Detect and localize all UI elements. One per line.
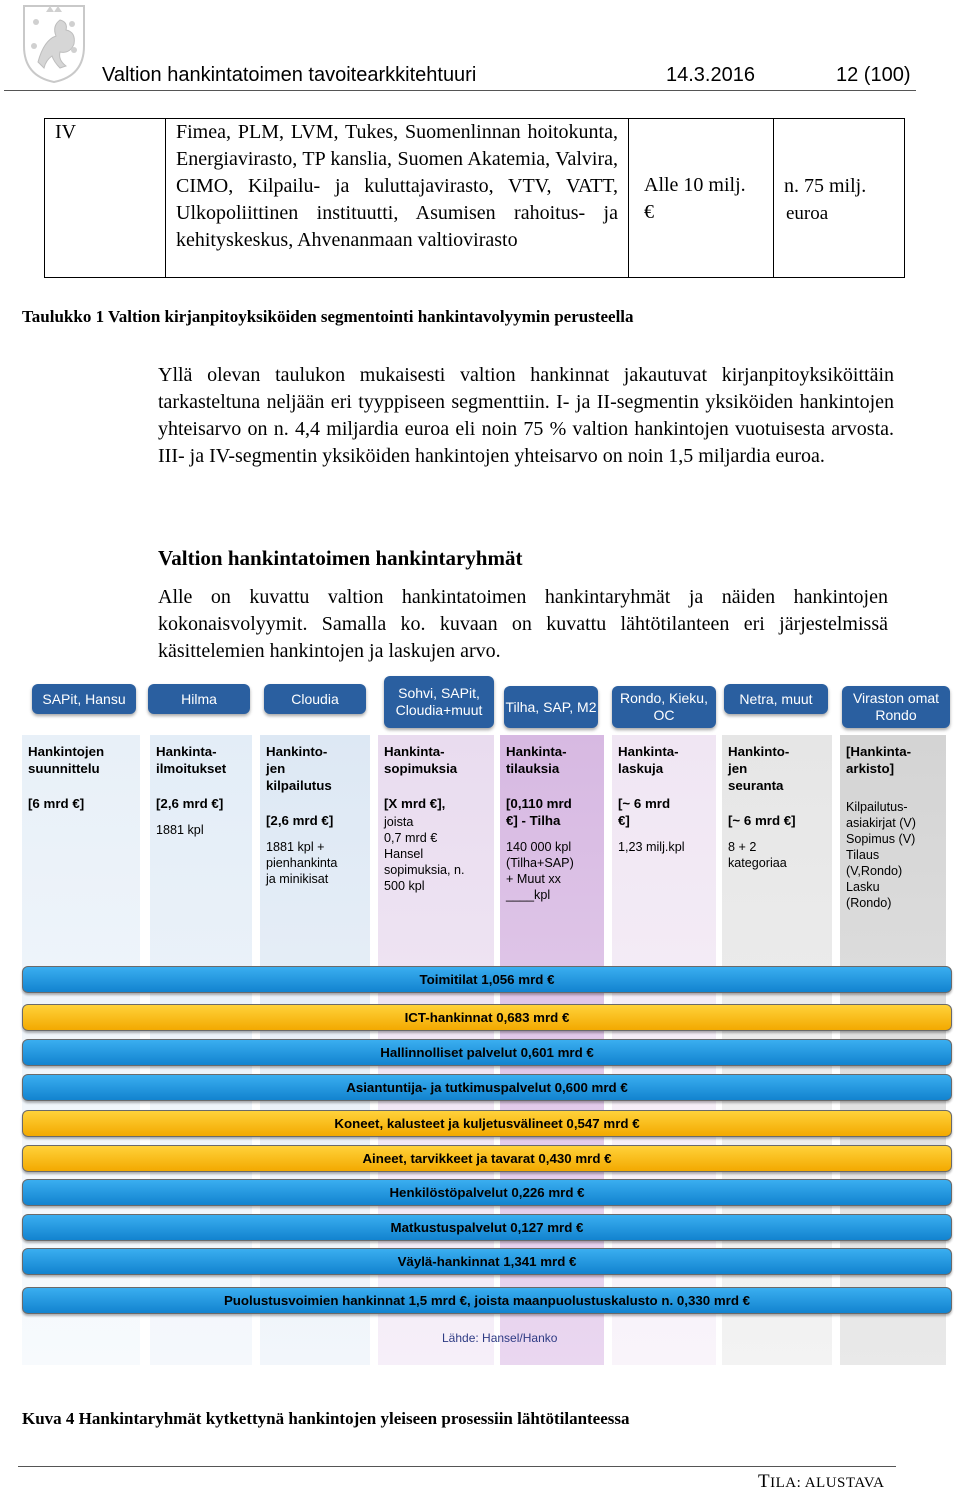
process-title: Hankinta- sopimuksia xyxy=(384,744,458,776)
process-amount: [2,6 mrd €] xyxy=(156,796,224,811)
document-title: Valtion hankintatoimen tavoitearkkitehtuuri xyxy=(102,64,477,86)
process-amount: [~ 6 mrd €] xyxy=(728,813,796,828)
category-band: Matkustuspalvelut 0,127 mrd € xyxy=(22,1214,952,1241)
status-part: LUSTAVA xyxy=(816,1475,885,1491)
process-detail: joista 0,7 mrd € Hansel sopimuksia, n. 500 kpl xyxy=(384,815,465,893)
category-band: ICT-hankinnat 0,683 mrd € xyxy=(22,1004,952,1031)
process-detail: 1,23 milj.kpl xyxy=(618,840,685,854)
category-band: Koneet, kalusteet ja kuljetusvälineet 0,547 mrd € xyxy=(22,1110,952,1137)
table-caption: Taulukko 1 Valtion kirjanpitoyksiköiden segmentointi hankintavolyymin perusteella xyxy=(22,307,634,326)
process-detail: 1881 kpl + pienhankinta ja minikisat xyxy=(266,840,338,886)
process-amount: [6 mrd €] xyxy=(28,796,85,811)
process-title: Hankinta- ilmoitukset xyxy=(156,744,227,776)
process-detail: 140 000 kpl (Tilha+SAP) + Muut xx ____kpl xyxy=(506,840,574,902)
system-box: Netra, muut xyxy=(724,684,828,714)
system-box: Hilma xyxy=(148,684,250,714)
system-box: Rondo, Kieku, OC xyxy=(612,686,716,728)
section-paragraph: Alle on kuvattu valtion hankintatoimen hankintaryhmät ja näiden hankintojen kokonaisvolyymit. Samalla ko. kuvaan on kuvattu lähtötilanteen eri järjestelmissä käsittelemien hankintojen ja laskujen arvo. xyxy=(158,586,888,662)
process-amount: [0,110 mrd €] - Tilha xyxy=(506,796,572,828)
process-title: Hankintojen suunnittelu xyxy=(28,744,105,776)
category-band: Väylä-hankinnat 1,341 mrd € xyxy=(22,1248,952,1275)
process-detail: Kilpailutus- asiakirjat (V) Sopimus (V) Tilaus (V,Rondo) Lasku (Rondo) xyxy=(846,800,916,910)
segment-table xyxy=(44,118,905,278)
header-divider xyxy=(4,90,916,91)
process-amount: [X mrd €], xyxy=(384,796,446,811)
system-box: Cloudia xyxy=(264,684,366,714)
total-unit: euroa xyxy=(786,203,829,224)
process-detail: 1881 kpl xyxy=(156,823,204,837)
category-band: Henkilöstöpalvelut 0,226 mrd € xyxy=(22,1179,952,1206)
figure-source: Lähde: Hansel/Hanko xyxy=(442,1331,558,1345)
document-date: 14.3.2016 xyxy=(666,64,755,86)
process-title: [Hankinta- arkisto] xyxy=(846,744,912,776)
process-title: Hankinta- tilauksia xyxy=(506,744,567,776)
system-box: SAPit, Hansu xyxy=(32,684,136,714)
footer-divider xyxy=(18,1466,896,1467)
table-cell-total xyxy=(774,119,905,277)
category-band: Toimitilat 1,056 mrd € xyxy=(22,966,952,993)
system-box: Viraston omat Rondo xyxy=(842,686,950,728)
process-title: Hankinto- jen kilpailutus xyxy=(266,744,332,793)
system-box: Tilha, SAP, M2 xyxy=(504,686,598,728)
system-box: Sohvi, SAPit, Cloudia+muut xyxy=(384,676,494,728)
body-paragraph: Yllä olevan taulukon mukaisesti valtion hankinnat jakautuvat kirjanpitoyksiköittäin tarkasteltuna neljään eri tyyppiseen segmenttiin. I- ja II-segmentin yksiköiden hankintojen yhteisarvo on n. 4,4 miljardia euroa eli noin 75 % valtion hankintojen vuotuisesta arvosta. III- ja IV-segmentin yksiköiden hankintojen yhteisarvo on noin 1,5 miljardia euroa. xyxy=(158,364,894,467)
process-title: Hankinta- laskuja xyxy=(618,744,679,776)
process-amount: [2,6 mrd €] xyxy=(266,813,334,828)
process-amount: [~ 6 mrd €] xyxy=(618,796,671,828)
status-part: ILA xyxy=(770,1475,797,1491)
document-status xyxy=(758,1471,884,1493)
volume-unit: € xyxy=(644,201,654,223)
figure-caption: Kuva 4 Hankintaryhmät kytkettynä hankintojen yleiseen prosessiin lähtötilanteessa xyxy=(22,1409,630,1428)
volume-value: Alle 10 milj. xyxy=(644,174,746,196)
section-heading: Valtion hankintatoimen hankintaryhmät xyxy=(158,546,523,570)
page-number: 12 (100) xyxy=(836,64,911,86)
category-band: Puolustusvoimien hankinnat 1,5 mrd €, joista maanpuolustuskalusto n. 0,330 mrd € xyxy=(22,1287,952,1314)
category-band: Asiantuntija- ja tutkimuspalvelut 0,600 mrd € xyxy=(22,1074,952,1101)
table-cell-volume xyxy=(629,119,774,277)
total-value: n. 75 milj. xyxy=(784,175,867,197)
category-band: Hallinnolliset palvelut 0,601 mrd € xyxy=(22,1039,952,1066)
status-part: T xyxy=(758,1471,771,1492)
category-band: Aineet, tarvikkeet ja tavarat 0,430 mrd € xyxy=(22,1145,952,1172)
table-cell-segment: IV xyxy=(45,119,166,277)
status-part: : A xyxy=(796,1475,817,1491)
process-title: Hankinto- jen seuranta xyxy=(728,744,790,793)
coat-of-arms-logo xyxy=(16,2,92,84)
process-detail: 8 + 2 kategoriaa xyxy=(728,840,787,870)
table-cell-members: Fimea, PLM, LVM, Tukes, Suomenlinnan hoitokunta, Energiavirasto, TP kanslia, Suomen Akatemia, Valvira, CIMO, Kilpailu- ja kuluttajavirasto, VTV, VATT, Ulkopoliittinen instituutti, Asumisen rahoitus- ja kehityskeskus, Ahvenanmaan valtiovirasto xyxy=(166,119,629,277)
